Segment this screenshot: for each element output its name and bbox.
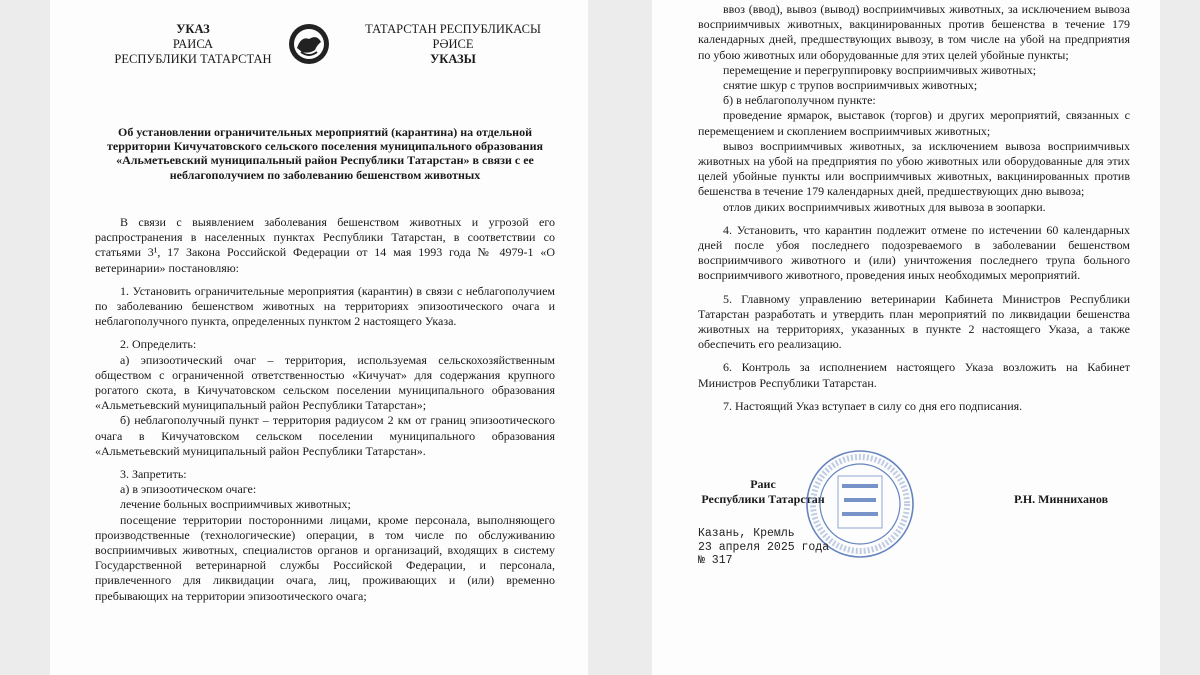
- item-3a-1: лечение больных восприимчивых животных;: [120, 497, 351, 512]
- decree-body-left: [95, 215, 555, 604]
- decree-place: Казань, Кремль: [698, 527, 795, 540]
- header-russian: [98, 22, 288, 67]
- item-6: 6. Контроль за исполнением настоящего Указа возложить на Кабинет Министров Республики Татарстан.: [698, 360, 1130, 390]
- coat-of-arms-icon: [287, 22, 331, 66]
- right-paragraph-3: снятие шкур с трупов восприимчивых животных;: [723, 78, 978, 93]
- header-ru-line2: РАИСА: [172, 37, 214, 51]
- document-page-right: [652, 0, 1160, 675]
- item-2a: а) эпизоотический очаг – территория, используемая сельскохозяйственным обществом с ограниченной ответственностью «Кичучат» для содержания крупного рогатого скота, в Кичучатовском сельском поселении муниципального образования «Альметьевский муниципальный район Республики Татарстан»;: [95, 352, 555, 413]
- header-ru-line3: РЕСПУБЛИКИ ТАТАРСТАН: [114, 52, 272, 66]
- item-2-heading: 2. Определить:: [120, 337, 197, 352]
- header-tatar: [338, 22, 568, 67]
- item-5: 5. Главному управлению ветеринарии Кабинета Министров Республики Татарстан разработать и утвердить план мероприятий по ликвидации бешенства животных на территориях, указанных в пункте 2 настоящего Указа, а также обеспечить его реализацию.: [698, 291, 1130, 352]
- right-paragraph-2: перемещение и перегруппировку восприимчивых животных;: [723, 62, 1037, 77]
- right-paragraph-4: б) в неблагополучном пункте:: [723, 93, 876, 108]
- intro-paragraph: В связи с выявлением заболевания бешенством животных и угрозой его распространения в населенных пунктах Республики Татарстан, в соответствии со статьями 3¹, 17 Закона Российской Федерации от 14 мая 1993 года № 4979-1 «О ветеринарии» постановляю:: [95, 215, 555, 275]
- right-paragraph-7: отлов диких восприимчивых животных для вывоза в зоопарки.: [723, 199, 1046, 214]
- item-7: 7. Настоящий Указ вступает в силу со дня его подписания.: [723, 398, 1023, 413]
- item-2b: б) неблагополучный пункт – территория радиусом 2 км от границ эпизоотического очага в Кичучатовском сельском поселении муниципального образования «Альметьевский муниципальный район Республики Татарстан».: [95, 413, 555, 458]
- item-3a-2: посещение территории посторонними лицами, кроме персонала, выполняющего производственные (технологические) операции, в том числе по обслуживанию восприимчивых животных, специалистов органов и организаций, входящих в систему Государственной ветеринарной службы Российской Федерации, и персонала, привлеченного для ликвидации очага, лиц, проживающих и (или) временно пребывающих на территории эпизоотического очага;: [95, 512, 555, 603]
- right-paragraph-6: вывоз восприимчивых животных, за исключением вывоза восприимчивых животных на убой на предприятия по убою животных или оборудованные для этих целей убойные пункты или восприимчивых животных, вакцинированных против бешенства в течение 179 календарных дней, предшествующих дню вывоза;: [698, 138, 1130, 199]
- decree-title: Об установлении ограничительных мероприятий (карантина) на отдельной территории Кичучатовского сельского поселения муниципального образования «Альметьевский муниципальный район Республики Татарстан» в связи с ее неблагополучием по заболеванию бешенством животных: [107, 125, 543, 182]
- document-page-left: [50, 0, 588, 675]
- decree-number: № 317: [698, 554, 733, 567]
- header-tt-line1: ТАТАРСТАН РЕСПУБЛИКАСЫ: [365, 22, 541, 36]
- document-header: [50, 22, 588, 82]
- signature-name: Р.Н. Минниханов: [1014, 492, 1109, 506]
- right-paragraph-5: проведение ярмарок, выставок (торгов) и других мероприятий, связанных с перемещением и скоплением восприимчивых животных;: [698, 108, 1130, 138]
- item-1: 1. Установить ограничительные мероприятия (карантин) в связи с неблагополучием по заболеванию бешенством животных на территориях эпизоотического очага и неблагополучного пункта, определенных пунктом 2 настоящего Указа.: [95, 283, 555, 329]
- signature-position-line2: Республики Татарстан: [701, 492, 825, 506]
- right-paragraph-1: ввоз (ввод), вывоз (вывод) восприимчивых животных, за исключением вывоза восприимчивых животных, вакцинированных против бешенства в течение 179 календарных дней, предшествующих вывозу, в том числе на убой на предприятия по убою животных или оборудованные для этих целей убойные пункты;: [698, 2, 1130, 62]
- header-ru-line1: УКАЗ: [176, 22, 210, 36]
- header-tt-line3: УКАЗЫ: [430, 52, 476, 66]
- header-tt-line2: РӘИСЕ: [432, 37, 474, 51]
- decree-meta: [698, 527, 829, 568]
- item-3a: а) в эпизоотическом очаге:: [120, 482, 257, 497]
- decree-body-right: [698, 2, 1130, 414]
- item-4: 4. Установить, что карантин подлежит отмене по истечении 60 календарных дней после убоя последнего подозреваемого в заболевании бешенством восприимчивого животного и (или) уничтожения последнего трупа больного восприимчивого животного, проведения иных необходимых мероприятий.: [698, 222, 1130, 283]
- signature-position-line1: Раис: [750, 477, 776, 491]
- item-3-heading: 3. Запретить:: [120, 467, 187, 482]
- decree-date: 23 апреля 2025 года: [698, 540, 830, 554]
